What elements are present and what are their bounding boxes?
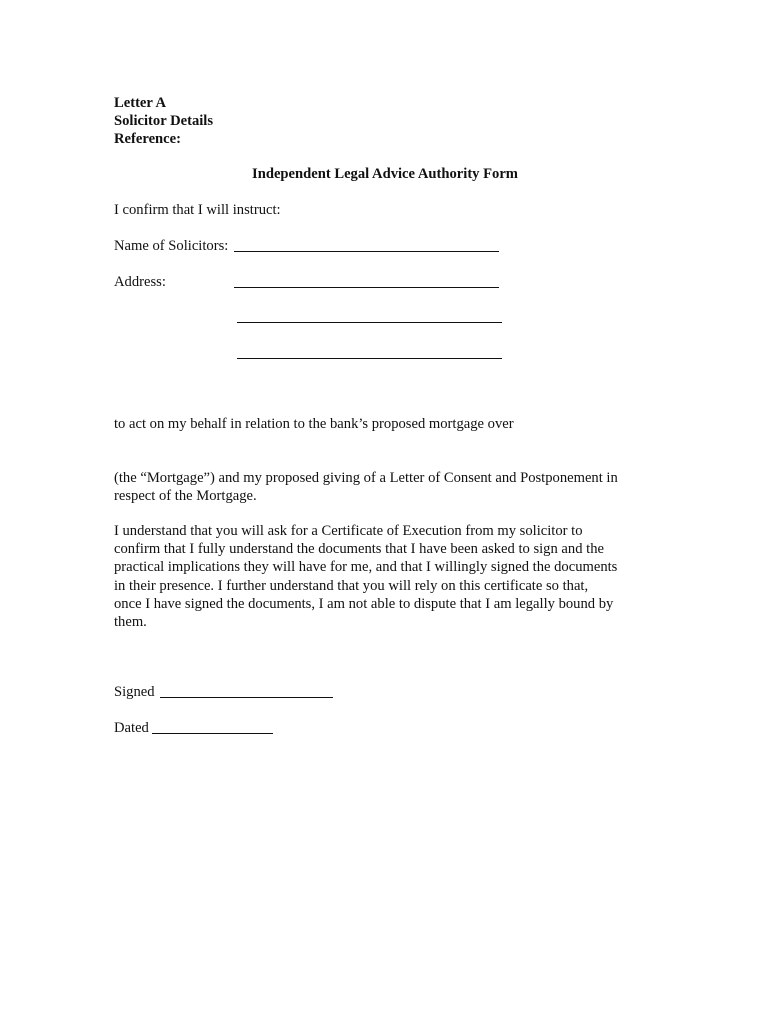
form-title: Independent Legal Advice Authority Form xyxy=(252,166,518,182)
confirm-text: I confirm that I will instruct: xyxy=(114,202,281,218)
understand-paragraph xyxy=(114,522,649,631)
signature-line[interactable] xyxy=(160,697,333,698)
signed-label: Signed xyxy=(114,684,155,700)
address-label: Address: xyxy=(114,274,166,290)
mortgage-paragraph xyxy=(114,469,649,505)
paragraph-line: practical implications they will have for me, and that I willingly signed the documents xyxy=(114,559,618,576)
paragraph-line: respect of the Mortgage. xyxy=(114,488,257,505)
address-line-1[interactable] xyxy=(234,287,499,288)
reference-label: Reference: xyxy=(114,131,181,147)
paragraph-line: (the “Mortgage”) and my proposed giving of a Letter of Consent and Postponement in xyxy=(114,470,618,486)
paragraph-line: in their presence. I further understand that you will rely on this certificate so that, xyxy=(114,577,589,594)
paragraph-line: I understand that you will ask for a Certificate of Execution from my solicitor to xyxy=(114,523,583,539)
paragraph-line: confirm that I fully understand the documents that I have been asked to sign and the xyxy=(114,541,604,558)
paragraph-line: them. xyxy=(114,614,147,631)
dated-label: Dated xyxy=(114,720,149,736)
name-of-solicitors-label: Name of Solicitors: xyxy=(114,238,229,254)
date-line[interactable] xyxy=(152,733,273,734)
address-line-2[interactable] xyxy=(237,322,502,323)
address-line-3[interactable] xyxy=(237,358,502,359)
name-of-solicitors-line[interactable] xyxy=(234,251,499,252)
letter-label: Letter A xyxy=(114,95,167,111)
behalf-text: to act on my behalf in relation to the bank’s proposed mortgage over xyxy=(114,416,514,432)
solicitor-details-label: Solicitor Details xyxy=(114,113,214,129)
paragraph-line: once I have signed the documents, I am not able to dispute that I am legally bound by xyxy=(114,595,614,612)
